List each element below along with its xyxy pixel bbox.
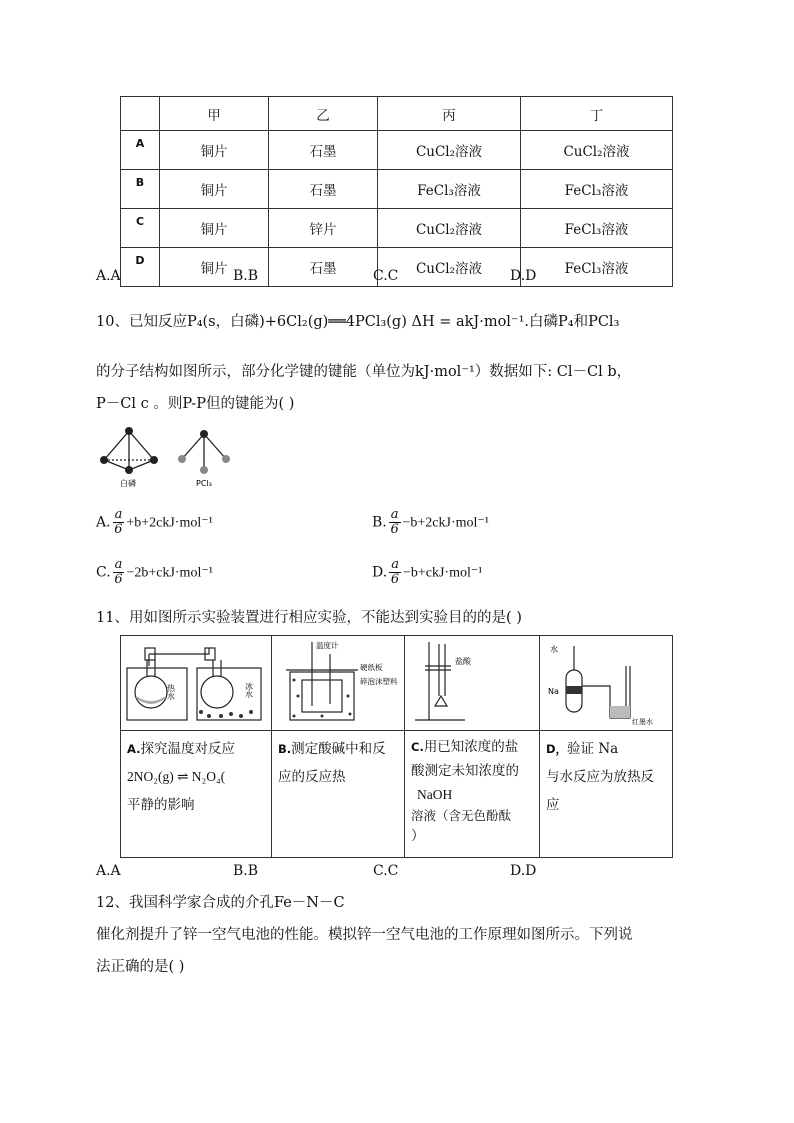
- choice-b[interactable]: B.B: [233, 268, 259, 284]
- table-cell: CuCl₂溶液: [378, 209, 521, 248]
- cell-tag: D，: [546, 742, 568, 756]
- fraction-numerator: a: [114, 507, 123, 522]
- row-label: A: [121, 131, 160, 170]
- fraction: [389, 508, 401, 537]
- fraction-denominator: 6: [114, 522, 123, 537]
- apparatus-a-figure: [121, 636, 271, 726]
- choice-c[interactable]: C.C: [373, 268, 399, 284]
- table-row: [121, 170, 673, 209]
- table-cell: FeCl₃溶液: [521, 248, 673, 287]
- choice-b[interactable]: B.B: [233, 863, 259, 879]
- experiment-d-text: [540, 731, 673, 858]
- q10-option-a[interactable]: [96, 508, 213, 537]
- q12-line1: 12、我国科学家合成的介孔Fe－N－C: [96, 895, 345, 911]
- apparatus-d-figure: [540, 636, 672, 726]
- cell-line: 2NO₂(g) ⇌ N₂O₄(: [127, 769, 226, 784]
- cell-line: 测定酸碱中和反: [291, 741, 386, 757]
- answer-table: [120, 96, 673, 287]
- water-label: 水: [550, 645, 558, 654]
- table-header-cell: 甲: [160, 97, 269, 131]
- pcl3-molecule: [182, 434, 226, 470]
- table-header-row: [121, 97, 673, 131]
- fraction-denominator: 6: [390, 572, 400, 587]
- pcl3-label: PCl₃: [196, 479, 212, 488]
- table-header-cell: 丙: [378, 97, 521, 131]
- q10-option-b[interactable]: [372, 508, 489, 537]
- apparatus-c-figure: [405, 636, 539, 726]
- hot-water-label: 热水: [166, 684, 176, 700]
- cell-tag: A.: [127, 742, 141, 756]
- row-label: C: [121, 209, 160, 248]
- cell-line: ）: [411, 828, 425, 844]
- table-cell: 石墨: [269, 248, 378, 287]
- q12-line3: 法正确的是( ): [96, 959, 185, 975]
- choice-a[interactable]: A.A: [96, 863, 121, 879]
- foam-label: 碎泡沫塑料: [360, 677, 398, 686]
- row-label: D: [121, 248, 160, 287]
- red-ink-label: 红墨水: [632, 718, 653, 726]
- molecule-structure-figure: [98, 424, 238, 490]
- q11-stem: 11、用如图所示实验装置进行相应实验，不能达到实验目的的是( ): [96, 610, 522, 626]
- table-cell: 石墨: [269, 170, 378, 209]
- option-prefix: A.: [96, 514, 111, 531]
- table-cell: CuCl₂溶液: [521, 131, 673, 170]
- q10-line3: P－Cl c 。则P-P但的键能为( ): [96, 396, 295, 412]
- choice-a[interactable]: A.A: [96, 268, 121, 284]
- table-cell: 铜片: [160, 209, 269, 248]
- apparatus-b-cell: [272, 636, 405, 731]
- table-header-cell: 乙: [269, 97, 378, 131]
- cell-line: 溶液（含无色酚酞: [411, 808, 512, 823]
- q10-option-d[interactable]: [372, 558, 482, 587]
- table-cell: FeCl₃溶液: [521, 170, 673, 209]
- fraction-numerator: a: [114, 557, 123, 572]
- experiment-a-text: [121, 731, 272, 858]
- experiment-image-row: [121, 636, 673, 731]
- choice-c[interactable]: C.C: [373, 863, 399, 879]
- hcl-label: 盐酸: [455, 657, 471, 666]
- table-cell: 锌片: [269, 209, 378, 248]
- experiment-text-row: [121, 731, 673, 858]
- cell-line: 验证 Na: [567, 741, 619, 757]
- cardboard-label: 硬纸板: [360, 663, 383, 672]
- table-row: [121, 209, 673, 248]
- table-cell: FeCl₃溶液: [521, 209, 673, 248]
- table-cell: 铜片: [160, 248, 269, 287]
- cell-line: 酸测定未知浓度的: [411, 763, 519, 779]
- cell-line: 应的反应热: [278, 769, 346, 785]
- fraction-denominator: 6: [390, 522, 399, 537]
- choice-d[interactable]: D.D: [510, 863, 537, 879]
- table-cell: FeCl₃溶液: [378, 170, 521, 209]
- white-phosphorus-label: 白磷: [120, 479, 136, 488]
- thermometer-label: 温度计: [316, 641, 339, 650]
- table-row: [121, 131, 673, 170]
- cell-line: 应: [546, 797, 560, 813]
- experiment-b-text: [272, 731, 405, 858]
- table-cell: CuCl₂溶液: [378, 248, 521, 287]
- q10-line1: 10、已知反应P₄(s，白磷)+6Cl₂(g)══4PCl₃(g) ΔH = akJ·mol⁻¹.白磷P₄和PCl₃: [96, 314, 620, 330]
- q10-option-c[interactable]: [96, 558, 213, 587]
- experiment-table: [120, 635, 673, 858]
- option-prefix: C.: [96, 564, 111, 581]
- experiment-c-text: [405, 731, 540, 858]
- cell-line: 平静的影响: [127, 797, 195, 813]
- row-label: B: [121, 170, 160, 209]
- fraction: [113, 558, 125, 587]
- option-expression: +b+2ckJ·mol⁻¹: [126, 515, 213, 531]
- choice-d[interactable]: D.D: [510, 268, 537, 284]
- fraction-numerator: a: [390, 507, 399, 522]
- table-header-cell: [121, 97, 160, 131]
- table-cell: 铜片: [160, 170, 269, 209]
- ice-water-label: 冰水: [244, 682, 254, 698]
- na-label: Na: [548, 687, 559, 696]
- table-header-cell: 丁: [521, 97, 673, 131]
- q12-line2: 催化剂提升了锌一空气电池的性能。模拟锌一空气电池的工作原理如图所示。下列说: [96, 927, 633, 943]
- option-expression: −b+2ckJ·mol⁻¹: [402, 515, 489, 531]
- fraction: [389, 558, 401, 587]
- cell-tag: B.: [278, 742, 292, 756]
- option-expression: −b+ckJ·mol⁻¹: [402, 565, 483, 581]
- fraction-numerator: a: [391, 557, 399, 572]
- fraction: [113, 508, 125, 537]
- white-phosphorus-tetrahedron: [104, 431, 154, 470]
- cell-tag: C.: [411, 740, 424, 754]
- option-prefix: B.: [372, 514, 387, 531]
- apparatus-d-cell: [540, 636, 673, 731]
- fraction-denominator: 6: [114, 572, 123, 587]
- cell-line: 探究温度对反应: [140, 741, 235, 757]
- table-cell: 铜片: [160, 131, 269, 170]
- apparatus-b-figure: [272, 636, 404, 726]
- table-cell: 石墨: [269, 131, 378, 170]
- cell-line: NaOH: [417, 787, 453, 802]
- option-expression: −2b+ckJ·mol⁻¹: [126, 565, 213, 581]
- table-cell: CuCl₂溶液: [378, 131, 521, 170]
- option-prefix: D.: [372, 564, 388, 581]
- cell-line: 用已知浓度的盐: [423, 739, 519, 755]
- cell-line: 与水反应为放热反: [546, 769, 654, 785]
- q10-line2: 的分子结构如图所示，部分化学键的键能（单位为kJ·mol⁻¹）数据如下: Cl－Cl b，: [96, 364, 632, 380]
- apparatus-c-cell: [405, 636, 540, 731]
- apparatus-a-cell: [121, 636, 272, 731]
